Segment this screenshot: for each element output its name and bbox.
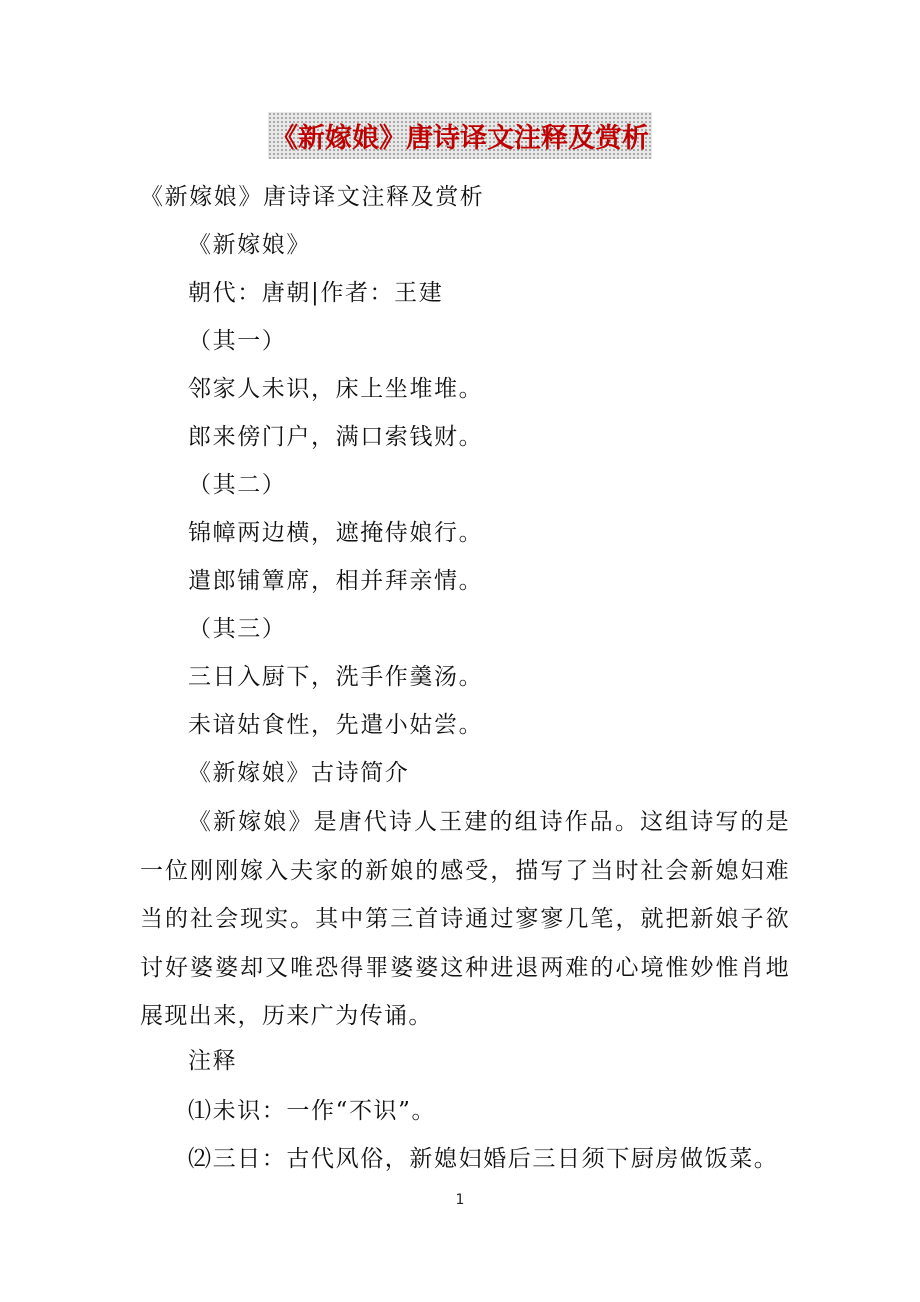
section-heading-3: （其三） bbox=[188, 616, 287, 642]
poem-line: 三日入厨下，洗手作羹汤。 bbox=[188, 664, 484, 690]
intro-paragraph: 《新嫁娘》是唐代诗人王建的组诗作品。这组诗写的是一位刚刚嫁入夫家的新娘的感受，描写了当时社会新媳妇难当的社会现实。其中第三首诗通过寥寥几笔，就把新娘子欲讨好婆婆却又唯恐得罪婆婆这种进退两难的心境惟妙惟肖地展现出来，历来广为传诵。 bbox=[140, 809, 790, 1029]
poem-line: 锦幛两边横，遮掩侍娘行。 bbox=[188, 520, 484, 546]
note-item: ⑴未识：一作“不识”。 bbox=[188, 1098, 437, 1124]
poem-line: 未谙姑食性，先遣小姑尝。 bbox=[188, 712, 484, 738]
section-heading-2: （其二） bbox=[188, 472, 287, 498]
poem-title: 《新嫁娘》 bbox=[188, 232, 311, 258]
title-wrapper bbox=[0, 112, 920, 159]
intro-heading: 《新嫁娘》古诗简介 bbox=[188, 760, 410, 786]
section-heading-1: （其一） bbox=[188, 328, 287, 354]
poem-line: 邻家人未识，床上坐堆堆。 bbox=[188, 376, 484, 402]
document-title: 《新嫁娘》唐诗译文注释及赏析 bbox=[268, 112, 652, 159]
dynasty-author: 朝代：唐朝|作者：王建 bbox=[188, 280, 444, 306]
poem-line: 郎来傍门户，满口索钱财。 bbox=[188, 424, 484, 450]
poem-line: 遣郎铺簟席，相并拜亲情。 bbox=[188, 568, 484, 594]
note-item: ⑵三日：古代风俗，新媳妇婚后三日须下厨房做饭菜。 bbox=[188, 1146, 779, 1172]
page-number: 1 bbox=[455, 1192, 465, 1208]
notes-heading: 注释 bbox=[188, 1048, 238, 1074]
subtitle: 《新嫁娘》唐诗译文注释及赏析 bbox=[140, 184, 485, 210]
